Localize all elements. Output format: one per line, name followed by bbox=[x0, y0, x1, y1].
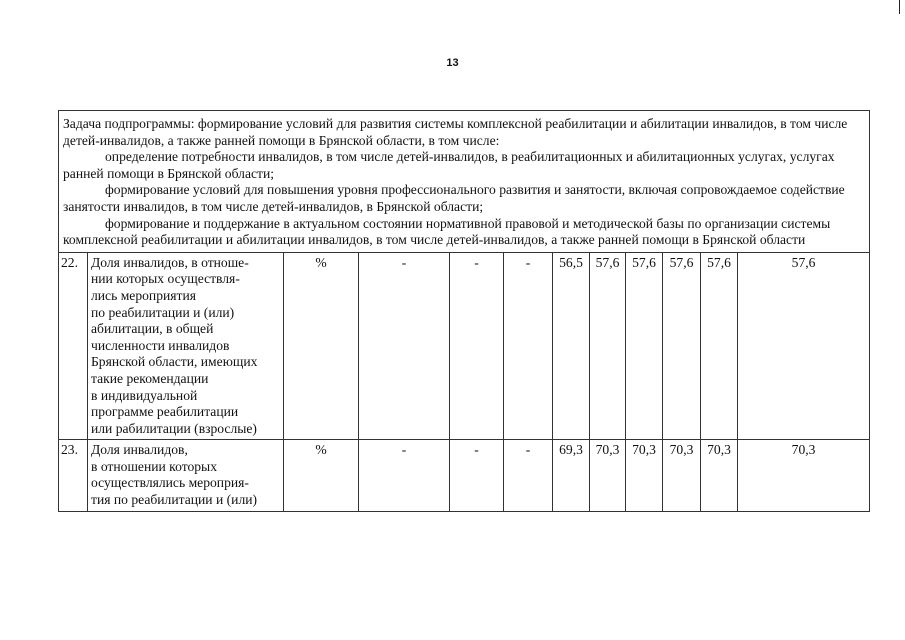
total-cell: 57,6 bbox=[738, 252, 870, 440]
row-number: 23. bbox=[59, 440, 88, 511]
value-cell: 70,3 bbox=[701, 440, 738, 511]
indicator-name-line: осуществлялись мероприя- bbox=[91, 475, 249, 491]
indicator-name-line: нии которых осуществля- bbox=[91, 271, 240, 287]
unit-cell: % bbox=[284, 252, 359, 440]
value-cell: 70,3 bbox=[663, 440, 701, 511]
value-cell: 57,6 bbox=[590, 252, 626, 440]
value-cell: 56,5 bbox=[553, 252, 590, 440]
indicator-name-line: лись мероприятия bbox=[91, 287, 196, 303]
indicator-name-line: программе реабилитации bbox=[91, 404, 239, 420]
indicator-name-line: абилитации, в общей bbox=[91, 321, 214, 337]
page-number: 13 bbox=[446, 57, 459, 69]
value-cell: 57,6 bbox=[701, 252, 738, 440]
indicator-name bbox=[88, 252, 284, 440]
value-cell: - bbox=[359, 440, 450, 511]
task-item: формирование и поддержание в актуальном состоянии нормативной правовой и методической базы по организации системы комплексной реабилитации и абилитации инвалидов, в том числе детей-инвалидов, а также ранней помощи в Брянской области bbox=[63, 215, 831, 248]
indicator-name-line: в отношении которых bbox=[91, 458, 217, 474]
row-number: 22. bbox=[59, 252, 88, 440]
indicator-name-line: Доля инвалидов, в отноше- bbox=[91, 254, 249, 270]
task-item: формирование условий для повышения уровня профессионального развития и занятости, включая сопровождаемое содействие занятости инвалидов, в том числе детей-инвалидов, в Брянской области; bbox=[63, 182, 845, 214]
table-row bbox=[59, 440, 870, 511]
value-cell: 57,6 bbox=[663, 252, 701, 440]
value-cell: - bbox=[504, 440, 553, 511]
value-cell: 69,3 bbox=[553, 440, 590, 511]
page-edge-mark bbox=[899, 0, 900, 14]
indicator-name-line: Брянской области, имеющих bbox=[91, 354, 258, 370]
indicator-name-line: или рабилитации (взрослые) bbox=[91, 420, 257, 436]
indicator-name-line: по реабилитации и (или) bbox=[91, 304, 235, 320]
table-row bbox=[59, 252, 870, 440]
indicator-name-line: тия по реабилитации и (или) bbox=[91, 492, 258, 508]
indicator-name-line: такие рекомендации bbox=[91, 370, 209, 386]
unit-cell: % bbox=[284, 440, 359, 511]
value-cell: - bbox=[359, 252, 450, 440]
value-cell: 70,3 bbox=[626, 440, 663, 511]
value-cell: - bbox=[450, 440, 504, 511]
value-cell: 70,3 bbox=[590, 440, 626, 511]
indicator-name-line: в индивидуальной bbox=[91, 387, 198, 403]
indicator-name-line: Доля инвалидов, bbox=[91, 442, 188, 458]
indicators-table bbox=[58, 110, 870, 512]
total-cell: 70,3 bbox=[738, 440, 870, 511]
value-cell: - bbox=[504, 252, 553, 440]
value-cell: - bbox=[450, 252, 504, 440]
task-item: определение потребности инвалидов, в том числе детей-инвалидов, в реабилитационных и абилитационных услугах, услугах ранней помощи в Брянской области; bbox=[63, 149, 835, 181]
value-cell: 57,6 bbox=[626, 252, 663, 440]
indicator-name-line: численности инвалидов bbox=[91, 337, 230, 353]
task-description bbox=[59, 111, 870, 253]
indicator-name bbox=[88, 440, 284, 511]
task-row bbox=[59, 111, 870, 253]
task-heading: Задача подпрограммы: формирование условий для развития системы комплексной реабилитации и абилитации инвалидов, в том числе детей-инвалидов, а также ранней помощи в Брянской области, в том числе: bbox=[63, 116, 848, 148]
